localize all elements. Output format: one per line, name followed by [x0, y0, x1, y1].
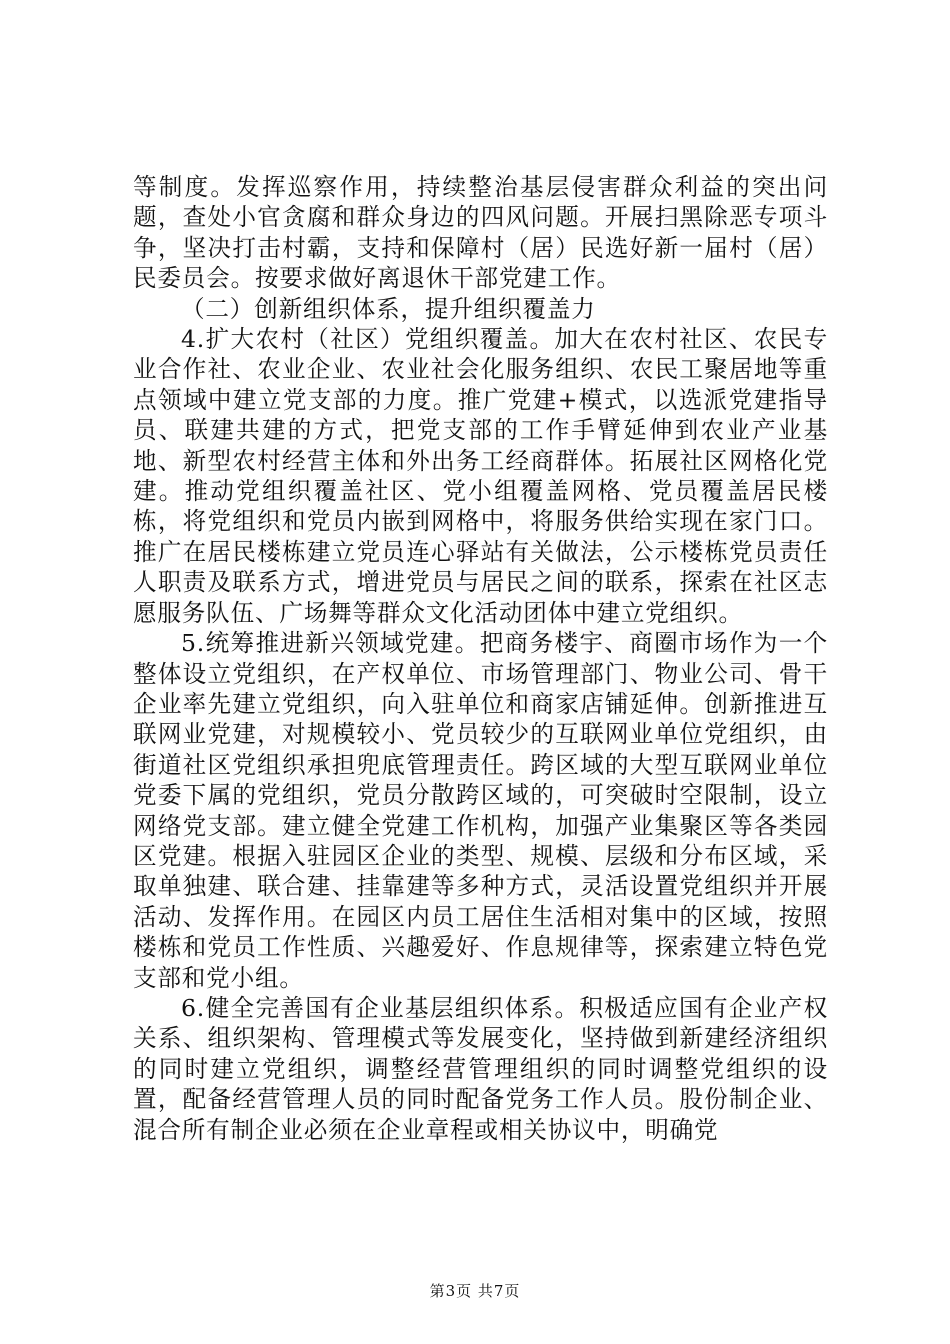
document-body	[133, 172, 828, 1145]
paragraph-continuation: 等制度。发挥巡察作用，持续整治基层侵害群众利益的突出问题，查处小官贪腐和群众身边的四风问题。开展扫黑除恶专项斗争，坚决打击村霸，支持和保障村（居）民选好新一届村（居）民委员会。按要求做好离退休干部党建工作。	[133, 173, 828, 293]
section-heading: （二）创新组织体系，提升组织覆盖力	[181, 294, 596, 323]
paragraph-item-6: 6.健全完善国有企业基层组织体系。积极适应国有企业产权关系、组织架构、管理模式等发展变化，坚持做到新建经济组织的同时建立党组织，调整经营管理组织的同时调整党组织的设置，配备经营管理人员的同时配备党务工作人员。股份制企业、混合所有制企业必须在企业章程或相关协议中，明确党	[133, 993, 828, 1144]
page-number-footer: 第3页 共7页	[429, 1282, 521, 1300]
paragraph-item-5: 5.统筹推进新兴领域党建。把商务楼宇、商圈市场作为一个整体设立党组织，在产权单位、市场管理部门、物业公司、骨干企业率先建立党组织，向入驻单位和商家店铺延伸。创新推进互联网业党建，对规模较小、党员较少的互联网业单位党组织，由街道社区党组织承担兜底管理责任。跨区域的大型互联网业单位党委下属的党组织，党员分散跨区域的，可突破时空限制，设立网络党支部。建立健全党建工作机构，加强产业集聚区等各类园区党建。根据入驻园区企业的类型、规模、层级和分布区域，采取单独建、联合建、挂靠建等多种方式，灵活设置党组织并开展活动、发挥作用。在园区内员工居住生活相对集中的区域，按照楼栋和党员工作性质、兴趣爱好、作息规律等，探索建立特色党支部和党小组。	[133, 629, 828, 992]
paragraph-item-4: 4.扩大农村（社区）党组织覆盖。加大在农村社区、农民专业合作社、农业企业、农业社会化服务组织、农民工聚居地等重点领域中建立党支部的力度。推广党建+模式，以选派党建指导员、联建共建的方式，把党支部的工作手臂延伸到农业产业基地、新型农村经营主体和外出务工经商群体。拓展社区网格化党建。推动党组织覆盖社区、党小组覆盖网格、党员覆盖居民楼栋，将党组织和党员内嵌到网格中，将服务供给实现在家门口。推广在居民楼栋建立党员连心驿站有关做法，公示楼栋党员责任人职责及联系方式，增进党员与居民之间的联系，探索在社区志愿服务队伍、广场舞等群众文化活动团体中建立党组织。	[133, 325, 828, 627]
